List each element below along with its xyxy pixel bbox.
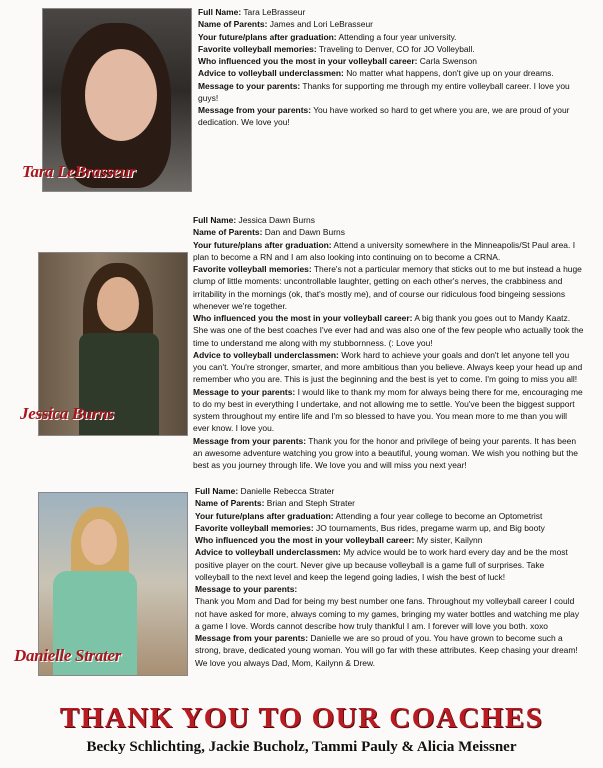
footer-title: THANK YOU TO OUR COACHES [59,702,544,734]
answer-row: Advice to volleyball underclassmen: Work hard to achieve your goals and don't let anyone tell you you can't. You're stronger, smarter, and more ambitious than you believe. Always keep your head up and remember who you are. This is just the beginning and the best is yet to come. I'm going to miss you all! [193,349,583,385]
answer-row-heading: Message to your parents: [195,584,298,594]
player-name-tara: Tara LeBrasseur [22,162,136,181]
coaches-list: Becky Schlichting, Jackie Bucholz, Tammi Pauly & Alicia Meissner [86,739,517,755]
answer-row: Name of Parents: Dan and Dawn Burns [193,227,345,238]
answer-row: Full Name: Jessica Dawn Burns [193,215,315,225]
answer-row: Who influenced you the most in your volleyball career: Carla Swenson [198,56,477,66]
answer-row: Favorite volleyball memories: JO tournaments, Bus rides, pregame warm up, and Big booty [195,522,545,533]
answer-row: Your future/plans after graduation: Attend a university somewhere in the Minneapolis/St Paul area. I plan to become a RN and I am also looking into continuing on to become a CRNA. [193,239,576,262]
answer-row: Message from your parents: Danielle we are so proud of you. You have grown to become such a strong, brave, dedicated young woman. You will go far with these attributes. Keep chasing your dream! We love you always Dad, Mom, Kailynn & Drew. [195,633,578,668]
answer-row: Who influenced you the most in your volleyball career: A big thank you goes out to Mandy Kaatz. She was one of the best coaches I've ever had and was also one of the few people who actually took the time to understand me along with my stubbornness. (: Love you! [193,313,584,348]
answer-row: Message to your parents: I would like to thank my mom for always being there for me, encouraging me to do my best in everything I undertake, and not allowing me to settle. You've been the biggest support system throughout my entire life and I'm so blessed to have you. You mean more to me than you will ever know. I love you. [193,386,583,434]
answer-row: Full Name: Tara LeBrasseur [198,7,306,17]
answer-row: Message to your parents: Thanks for supporting me through my entire volleyball career. I love you guys! [198,80,570,103]
answer-row: Message from your parents: You have worked so hard to get where you are, we are proud of your dedication. We love you! [198,105,570,128]
answer-row: Who influenced you the most in your volleyball career: My sister, Kailynn [195,535,483,545]
answer-row: Advice to volleyball underclassmen: No matter what happens, don't give up on your dreams. [198,68,554,79]
player-name-danielle: Danielle Strater [14,646,122,665]
answer-row: Favorite volleyball memories: There's not a particular memory that sticks out to me but instead a huge clump of little moments: uncontrollable laughter, getting on each other's nerves, the crabbiness and irritability in the mornings (ok, that's mostly me), and of course our ridiculous food bingeing sessions whenever we're together. [193,264,582,311]
player-answers-tara [198,6,576,129]
answer-row: Your future/plans after graduation: Attending a four year college to become an Optometrist [195,510,543,521]
answer-row: Name of Parents: James and Lori LeBrasseur [198,19,373,30]
player-name-jessica: Jessica Burns [20,404,114,423]
player-answers-jessica [193,214,585,471]
answer-row: Message from your parents: Thank you for the honor and privilege of being your parents. It has been an awesome adventure watching you grow into a beautiful, young woman. We wish you nothing but the best as you journey through life. We love you and will miss you next year! [193,435,578,470]
answer-row: Favorite volleyball memories: Traveling to Denver, CO for JO Volleyball. [198,43,475,54]
player-answers-danielle [195,485,581,669]
answer-row: Name of Parents: Brian and Steph Strater [195,498,355,509]
answer-row: Your future/plans after graduation: Attending a four year university. [198,31,457,42]
answer-row: Advice to volleyball underclassmen: My advice would be to work hard every day and be the most positive player on the court. Never give up because volleyball is a game full of surprises. Take volleyball to the next level and keep the legend going ladies, I wish the best of luck! [195,547,568,582]
answer-row-body: Thank you Mom and Dad for being my best number one fans. Throughout my volleyball career I could not have asked for more, always coming to my games, bringing my water bottles and watching me play a game I love. Words cannot describe how truly thankful I am. I forever will love you both. xoxo [195,596,580,631]
answer-row: Full Name: Danielle Rebecca Strater [195,486,335,496]
